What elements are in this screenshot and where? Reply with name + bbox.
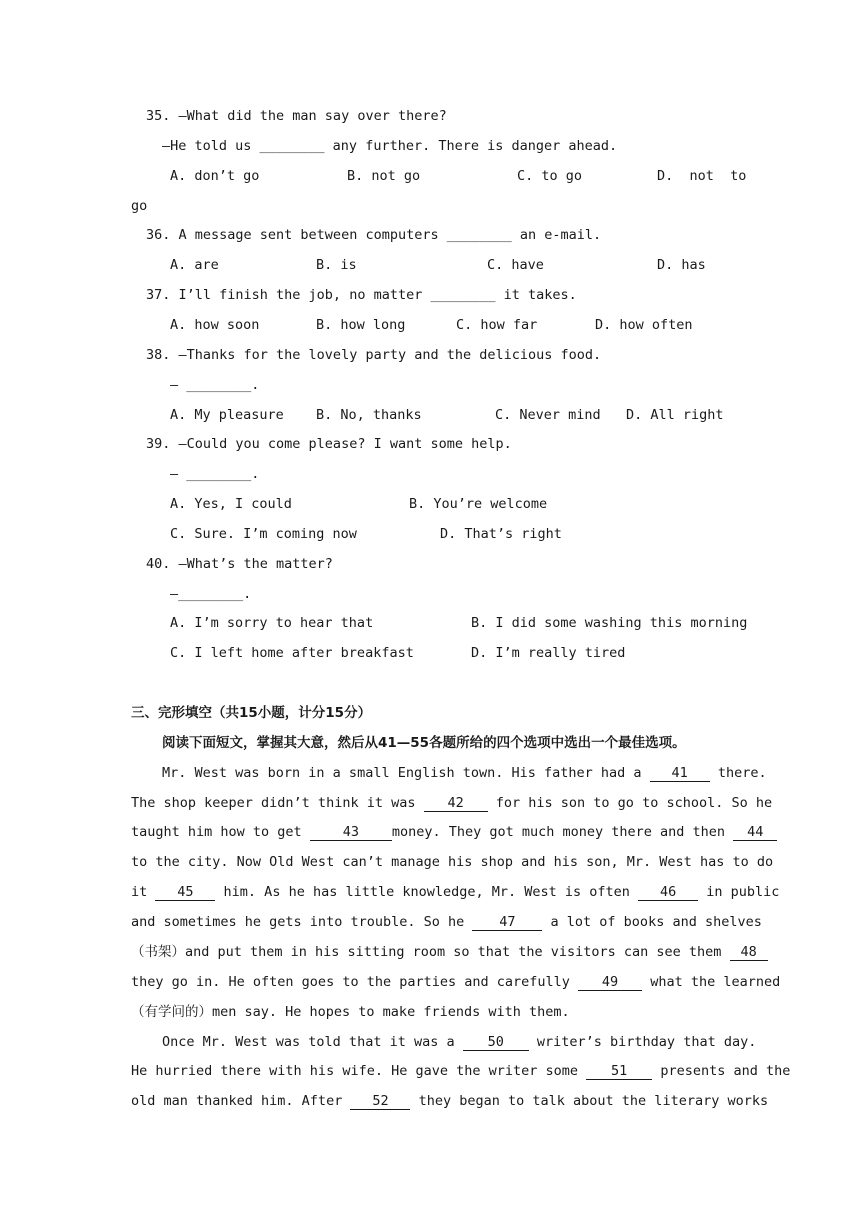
- passage-line-9: （有学问的）men say. He hopes to make friends with them.: [131, 1004, 570, 1020]
- blank-50: 50: [463, 1034, 529, 1051]
- passage-line-5: it 45 him. As he has little knowledge, Mr. West is often 46 in public: [131, 884, 780, 900]
- passage-line-10: Once Mr. West was told that it was a 50 writer’s birthday that day.: [162, 1034, 757, 1050]
- question-40-option-a: A. I’m sorry to hear that: [170, 615, 374, 631]
- question-35-stem: 35. —What did the man say over there?: [146, 108, 447, 124]
- question-38-option-c: C. Never mind: [495, 407, 601, 423]
- question-38-option-b: B. No, thanks: [316, 407, 422, 423]
- question-39-option-b: B. You’re welcome: [409, 496, 548, 512]
- blank-42: 42: [424, 795, 488, 812]
- question-39-option-d: D. That’s right: [440, 526, 562, 542]
- question-35-wrap: go: [131, 198, 148, 214]
- passage-line-3: taught him how to get 43 money. They got much money there and then 44: [131, 823, 777, 841]
- question-39-option-a: A. Yes, I could: [170, 496, 292, 512]
- blank-46: 46: [638, 884, 698, 901]
- question-38-option-a: A. My pleasure: [170, 407, 284, 423]
- blank-48: 48: [730, 944, 768, 961]
- question-40-option-d: D. I’m really tired: [471, 645, 626, 661]
- blank-47: 47: [472, 914, 542, 931]
- passage-line-4: to the city. Now Old West can’t manage his shop and his son, Mr. West has to do: [131, 854, 774, 870]
- blank-41: 41: [650, 765, 710, 782]
- question-38-option-d: D. All right: [626, 407, 724, 423]
- question-35-option-c: C. to go: [517, 168, 583, 184]
- question-37-option-a: A. how soon: [170, 317, 260, 333]
- passage-line-12: old man thanked him. After 52 they began to talk about the literary works: [131, 1093, 769, 1109]
- question-37-option-b: B. how long: [316, 317, 406, 333]
- question-37-option-d: D. how often: [595, 317, 693, 333]
- question-39-option-c: C. Sure. I’m coming now: [170, 526, 357, 542]
- passage-line-2: The shop keeper didn’t think it was 42 for his son to go to school. So he: [131, 795, 773, 811]
- passage-line-6: and sometimes he gets into trouble. So he 47 a lot of books and shelves: [131, 914, 762, 930]
- passage-line-11: He hurried there with his wife. He gave the writer some 51 presents and the: [131, 1063, 791, 1079]
- blank-44: 44: [733, 824, 777, 841]
- question-40-stem: 40. —What’s the matter?: [146, 556, 333, 572]
- question-38-stem: 38. —Thanks for the lovely party and the delicious food.: [146, 347, 602, 363]
- question-40-line2: —________.: [170, 586, 252, 602]
- question-36-option-c: C. have: [487, 257, 544, 273]
- question-35-line2: —He told us ________ any further. There is danger ahead.: [162, 138, 618, 154]
- question-36-stem: 36. A message sent between computers ________ an e-mail.: [146, 227, 602, 243]
- passage-line-1: Mr. West was born in a small English town. His father had a 41 there.: [162, 765, 767, 781]
- question-39-stem: 39. —Could you come please? I want some help.: [146, 436, 512, 452]
- passage-line-7: （书架）and put them in his sitting room so that the visitors can see them 48: [131, 943, 768, 961]
- blank-45: 45: [155, 884, 215, 901]
- blank-51: 51: [586, 1063, 652, 1080]
- question-35-option-b: B. not go: [347, 168, 421, 184]
- question-35-option-d: D. not to: [657, 168, 747, 184]
- question-36-option-b: B. is: [316, 257, 357, 273]
- passage-line-8: they go in. He often goes to the parties and carefully 49 what the learned: [131, 974, 781, 990]
- blank-52: 52: [350, 1093, 410, 1110]
- blank-49: 49: [578, 974, 642, 991]
- question-38-line2: — ________.: [170, 377, 260, 393]
- question-36-option-a: A. are: [170, 257, 219, 273]
- question-35-option-a: A. don’t go: [170, 168, 260, 184]
- question-40-option-c: C. I left home after breakfast: [170, 645, 414, 661]
- section-3-heading: 三、完形填空（共15小题，计分15分）: [131, 705, 372, 721]
- section-3-instruction: 阅读下面短文，掌握其大意，然后从41—55各题所给的四个选项中选出一个最佳选项。: [162, 735, 686, 751]
- blank-43: 43: [310, 824, 392, 841]
- question-40-option-b: B. I did some washing this morning: [471, 615, 748, 631]
- question-36-option-d: D. has: [657, 257, 706, 273]
- question-39-line2: — ________.: [170, 466, 260, 482]
- question-37-stem: 37. I’ll finish the job, no matter ________ it takes.: [146, 287, 577, 303]
- question-37-option-c: C. how far: [456, 317, 538, 333]
